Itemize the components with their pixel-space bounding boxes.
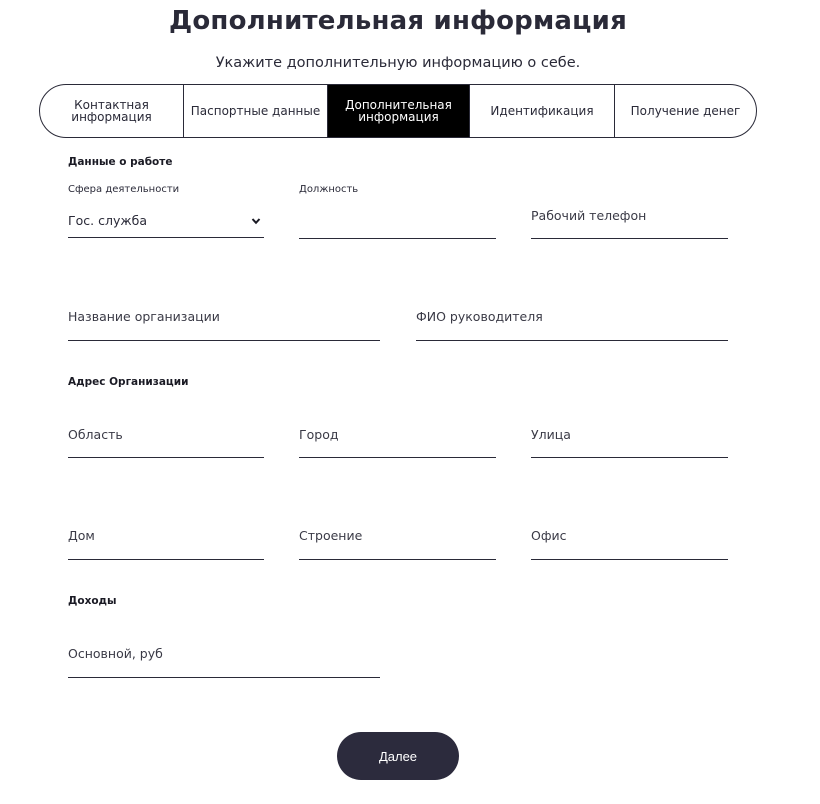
step-contact-info[interactable] [40, 85, 184, 137]
organization-name-placeholder: Название организации [68, 309, 220, 324]
chevron-down-icon [251, 216, 261, 226]
position-label: Должность [299, 184, 359, 195]
step-label: Контактная информация [71, 98, 152, 124]
progress-stepper [39, 84, 757, 138]
step-label: Получение денег [630, 104, 741, 118]
step-additional-info[interactable] [328, 85, 470, 137]
sphere-label: Сфера деятельности [68, 184, 180, 195]
step-label: Паспортные данные [190, 104, 321, 118]
office-field[interactable] [531, 519, 728, 560]
step-receiving-money[interactable] [615, 85, 756, 137]
city-placeholder: Город [299, 427, 339, 442]
section-title-work: Данные о работе [68, 156, 173, 168]
manager-name-field[interactable] [416, 300, 728, 341]
office-placeholder: Офис [531, 528, 567, 543]
region-field[interactable] [68, 418, 264, 458]
step-label: Идентификация [490, 104, 594, 118]
step-identification[interactable] [470, 85, 615, 137]
street-field[interactable] [531, 418, 728, 458]
section-title-address: Адрес Организации [68, 376, 189, 388]
step-passport-data[interactable] [184, 85, 328, 137]
street-placeholder: Улица [531, 427, 571, 442]
step-label: Дополнительная информация [345, 98, 452, 124]
manager-name-placeholder: ФИО руководителя [416, 309, 543, 324]
building-placeholder: Строение [299, 528, 363, 543]
work-phone-field[interactable] [531, 184, 728, 239]
main-income-field[interactable] [68, 637, 380, 678]
house-placeholder: Дом [68, 528, 95, 543]
sphere-select[interactable] [68, 184, 264, 238]
organization-name-field[interactable] [68, 300, 380, 341]
house-field[interactable] [68, 519, 264, 560]
main-income-placeholder: Основной, руб [68, 646, 163, 661]
building-field[interactable] [299, 519, 496, 560]
section-title-income: Доходы [68, 595, 117, 607]
next-button[interactable]: Далее [337, 732, 459, 780]
page-title: Дополнительная информация [169, 6, 627, 36]
position-field[interactable] [299, 184, 496, 239]
region-placeholder: Область [68, 427, 123, 442]
work-phone-placeholder: Рабочий телефон [531, 208, 647, 223]
sphere-value: Гос. служба [68, 213, 147, 228]
city-field[interactable] [299, 418, 496, 458]
page-subtitle: Укажите дополнительную информацию о себе. [215, 55, 581, 71]
